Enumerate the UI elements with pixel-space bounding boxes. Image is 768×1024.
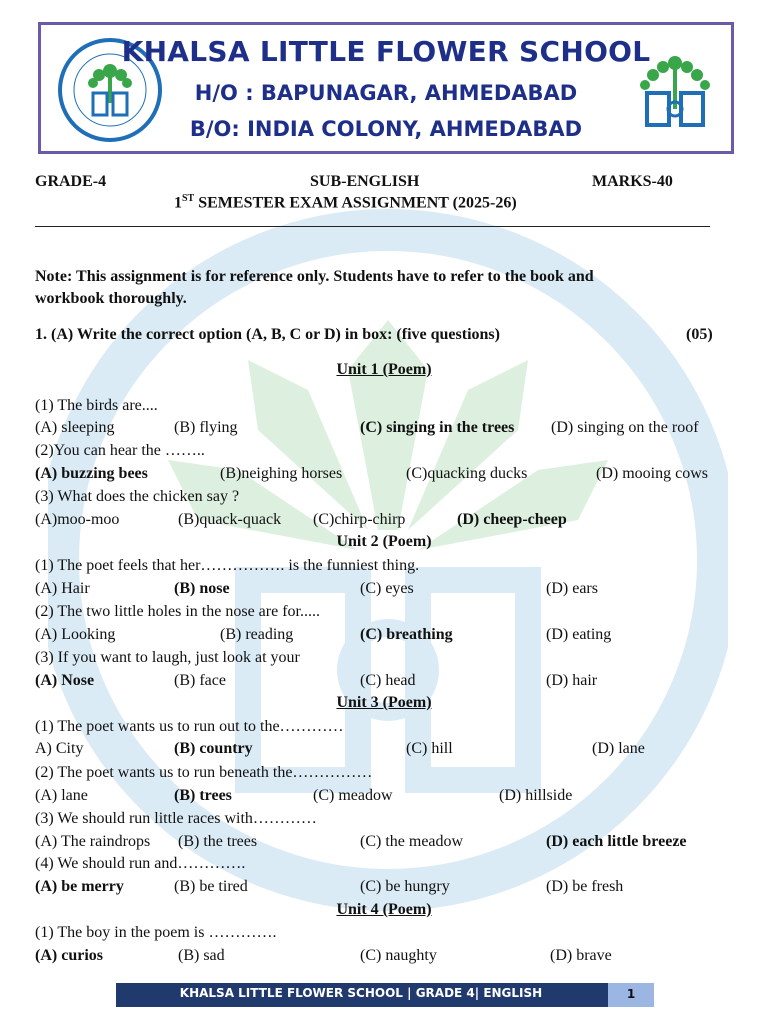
unit-heading: Unit 2 (Poem)	[336, 533, 432, 550]
question-1-marks: (05)	[686, 326, 713, 343]
option: (C)chirp-chirp	[313, 511, 406, 528]
grade-label: GRADE-4	[35, 173, 107, 190]
option: (B) be tired	[174, 878, 248, 895]
option: (D) brave	[550, 947, 612, 964]
option: (D) eating	[546, 626, 612, 643]
unit-heading: Unit 3 (Poem)	[336, 694, 432, 711]
option-correct: (B) trees	[174, 787, 232, 804]
option: (C) head	[360, 672, 416, 689]
option: (D) hillside	[499, 787, 573, 804]
option: (B) face	[174, 672, 226, 689]
option-correct: (B) country	[174, 740, 253, 757]
option: A) City	[35, 740, 84, 757]
option: (A) Hair	[35, 580, 90, 597]
page-footer	[116, 983, 654, 1007]
option: (D) ears	[546, 580, 598, 597]
tree-logo-icon	[633, 51, 717, 131]
marks-label: MARKS-40	[592, 173, 673, 190]
subject-label: SUB-ENGLISH	[310, 173, 420, 190]
option: (C) be hungry	[360, 878, 450, 895]
option: (B) reading	[220, 626, 294, 643]
school-header	[38, 22, 734, 154]
unit-heading: Unit 1 (Poem)	[336, 361, 432, 378]
option: (A)moo-moo	[35, 511, 120, 528]
option: (A) sleeping	[35, 419, 115, 436]
question-text: (1) The birds are....	[35, 397, 158, 414]
question-text: (2)You can hear the ……..	[35, 442, 205, 459]
option: (A) The raindrops	[35, 833, 151, 850]
note-line-1: Note: This assignment is for reference only. Students have to refer to the book and	[35, 268, 594, 285]
option: (B) flying	[174, 419, 238, 436]
option: (B) sad	[178, 947, 225, 964]
option-correct: (A) be merry	[35, 878, 124, 895]
option: (C) the meadow	[360, 833, 464, 850]
option: (C) hill	[406, 740, 453, 757]
option-correct: (D) each little breeze	[546, 833, 687, 850]
question-text: (1) The poet feels that her……………. is the funniest thing.	[35, 557, 420, 574]
option: (B) the trees	[178, 833, 258, 850]
option-correct: (A) curios	[35, 947, 103, 964]
option: (C)quacking ducks	[406, 465, 528, 482]
option-correct: (D) cheep-cheep	[457, 511, 567, 528]
option-correct: (A) buzzing bees	[35, 465, 148, 482]
question-text: (3) If you want to laugh, just look at your	[35, 649, 300, 666]
question-text: (3) What does the chicken say ?	[35, 488, 240, 505]
question-text: (2) The two little holes in the nose are for.....	[35, 603, 320, 620]
question-text: (4) We should run and………….	[35, 855, 246, 872]
option: (B)neighing horses	[220, 465, 343, 482]
question-text: (1) The boy in the poem is ………….	[35, 924, 277, 941]
option: (D) singing on the roof	[551, 419, 699, 436]
option-correct: (C) singing in the trees	[360, 419, 515, 436]
option: (A) Looking	[35, 626, 116, 643]
unit-heading: Unit 4 (Poem)	[336, 901, 432, 918]
branch-office: B/O: INDIA COLONY, AHMEDABAD	[189, 117, 583, 141]
question-1-heading: 1. (A) Write the correct option (A, B, C or D) in box: (five questions)	[35, 326, 500, 343]
footer-text: KHALSA LITTLE FLOWER SCHOOL | GRADE 4| ENGLISH	[179, 986, 543, 1000]
option: (C) eyes	[360, 580, 414, 597]
option: (D) hair	[546, 672, 598, 689]
question-text: (2) The poet wants us to run beneath the……………	[35, 764, 373, 781]
question-text: (1) The poet wants us to run out to the…………	[35, 718, 344, 735]
option: (C) naughty	[360, 947, 437, 964]
option: (D) lane	[592, 740, 645, 757]
option: (A) lane	[35, 787, 88, 804]
option: (C) meadow	[313, 787, 393, 804]
option: (D) be fresh	[546, 878, 624, 895]
note-line-2: workbook thoroughly.	[35, 290, 187, 307]
option: (B)quack-quack	[178, 511, 282, 528]
option-correct: (A) Nose	[35, 672, 95, 689]
exam-title: 1ST SEMESTER EXAM ASSIGNMENT (2025-26)	[174, 193, 517, 212]
school-name: KHALSA LITTLE FLOWER SCHOOL	[121, 35, 651, 68]
option-correct: (C) breathing	[360, 626, 453, 643]
question-text: (3) We should run little races with…………	[35, 810, 317, 827]
divider-line	[35, 226, 710, 227]
page-number: 1	[608, 983, 654, 1007]
option-correct: (B) nose	[174, 580, 230, 597]
head-office: H/O : BAPUNAGAR, AHMEDABAD	[194, 81, 578, 105]
option: (D) mooing cows	[596, 465, 708, 482]
